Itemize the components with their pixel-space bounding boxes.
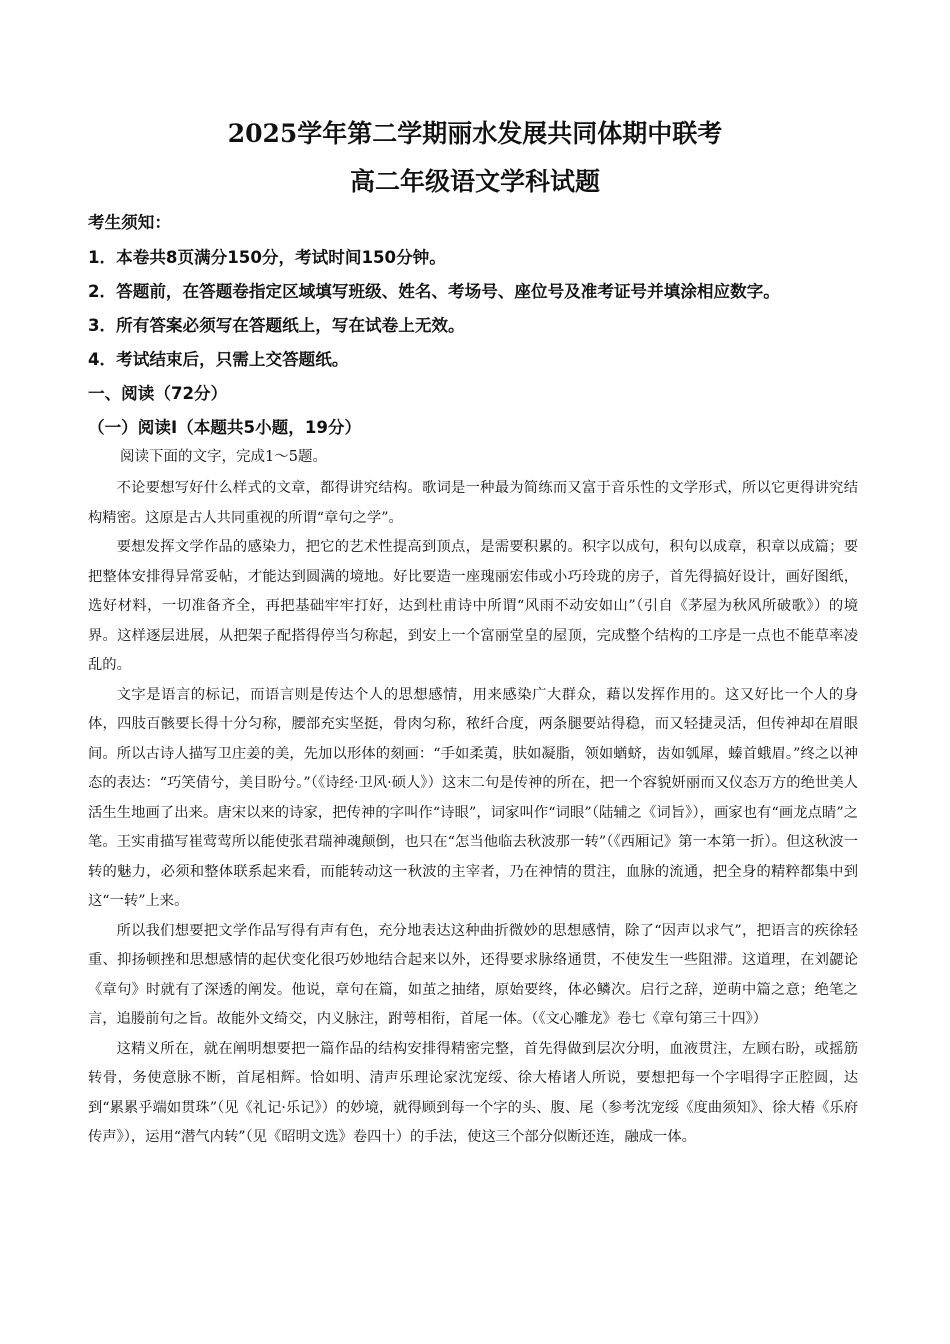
exam-subtitle: 高二年级语文学科试题	[349, 167, 600, 196]
passage-paragraph-4: 所以我们想要把文学作品写得有声有色，充分地表达这种曲折微妙的思想感情，除了“因声以求气”，把语言的疾徐轻重、抑扬顿挫和思想感情的起伏变化很巧妙地结合起来以外，还得要求脉络通贯，不使发生一些阻滞。这道理，在刘勰论《章句》时就有了深透的阐发。他说，章句在篇，如茧之抽绪，原始要终，体必鳞次。启行之辞，逆萌中篇之意；绝笔之言，追媵前句之旨。故能外文绮交，内义脉注，跗萼相衔，首尾一体。（《文心雕龙》卷七《章句第三十四》）	[88, 922, 858, 1027]
passage-paragraph-3: 文字是语言的标记，而语言则是传达个人的思想感情，用来感染广大群众，藉以发挥作用的。这又好比一个人的身体，四肢百骸要长得十分匀称，腰部充实坚挺，骨肉匀称，秾纤合度，两条腿要站得稳，而又轻捷灵活，但传神却在眉眼间。所以古诗人描写卫庄姜的美，先加以形体的刻画：“手如柔荑，肤如凝脂，领如蝤蛴，齿如瓠犀，螓首蛾眉。”终之以神态的表达：“巧笑倩兮，美目盼兮。”（《诗经·卫风·硕人》）这末二句是传神的所在，把一个容貌妍丽而又仪态万方的绝世美人活生生地画了出来。唐宋以来的诗家，把传神的字叫作“诗眼”，词家叫作“词眼”（陆辅之《词旨》），画家也有“画龙点睛”之笔。王实甫描写崔莺莺所以能使张君瑞神魂颠倒，也只在“怎当他临去秋波那一转”（《西厢记》第一本第一折）。但这秋波一转的魅力，必须和整体联系起来看，而能转动这一秋波的主宰者，乃在神情的贯注，血脉的流通，把全身的精粹都集中到这“一转”上来。	[88, 686, 858, 909]
passage	[88, 474, 858, 1153]
section-subheading: （一）阅读Ⅰ（本题共5小题，19分）	[88, 418, 362, 437]
notice-item-3: 3．所有答案必须写在答题纸上，写在试卷上无效。	[88, 316, 465, 335]
passage-paragraph-1: 不论要想写好什么样式的文章，都得讲究结构。歌词是一种最为简练而又富于音乐性的文学形式，所以它更得讲究结构精密。这原是古人共同重视的所谓“章句之学”。	[88, 480, 858, 526]
passage-paragraph-5: 这精义所在，就在阐明想要把一篇作品的结构安排得精密完整，首先得做到层次分明，血液贯注，左顾右盼，或摇筋转骨，务使意脉不断，首尾相辉。恰如明、清声乐理论家沈宠绥、徐大椿诸人所说，要想把每一个字唱得字正腔圆，达到“累累乎端如贯珠”（见《礼记·乐记》）的妙境，就得顾到每一个字的头、腹、尾（参考沈宠绥《度曲须知》、徐大椿《乐府传声》），运用“潜气内转”（见《昭明文选》卷四十）的手法，使这三个部分似断还连，融成一体。	[88, 1040, 858, 1145]
exam-title: 2025学年第二学期丽水发展共同体期中联考	[227, 119, 723, 148]
notice-item-2: 2．答题前，在答题卷指定区域填写班级、姓名、考场号、座位号及准考证号并填涂相应数字。	[88, 282, 780, 301]
notice-heading: 考生须知：	[88, 213, 171, 232]
reading-instruction: 阅读下面的文字，完成1～5题。	[120, 449, 327, 465]
notice-item-4: 4．考试结束后，只需上交答题纸。	[88, 350, 349, 369]
notice-item-1: 1．本卷共8页满分150分，考试时间150分钟。	[88, 248, 446, 267]
passage-paragraph-2: 要想发挥文学作品的感染力，把它的艺术性提高到顶点，是需要积累的。积字以成句，积句以成章，积章以成篇；要把整体安排得异常妥帖，才能达到圆满的境地。好比要造一座瑰丽宏伟或小巧玲珑的房子，首先得搞好设计，画好图纸，选好材料，一切准备齐全，再把基础牢牢打好，达到杜甫诗中所谓“风雨不动安如山”（引自《茅屋为秋风所破歌》）的境界。这样逐层进展，从把架子配搭得停当匀称起，到安上一个富丽堂皇的屋顶，完成整个结构的工序是一点也不能草率凌乱的。	[88, 539, 858, 673]
section-heading: 一、阅读（72分）	[88, 384, 228, 403]
